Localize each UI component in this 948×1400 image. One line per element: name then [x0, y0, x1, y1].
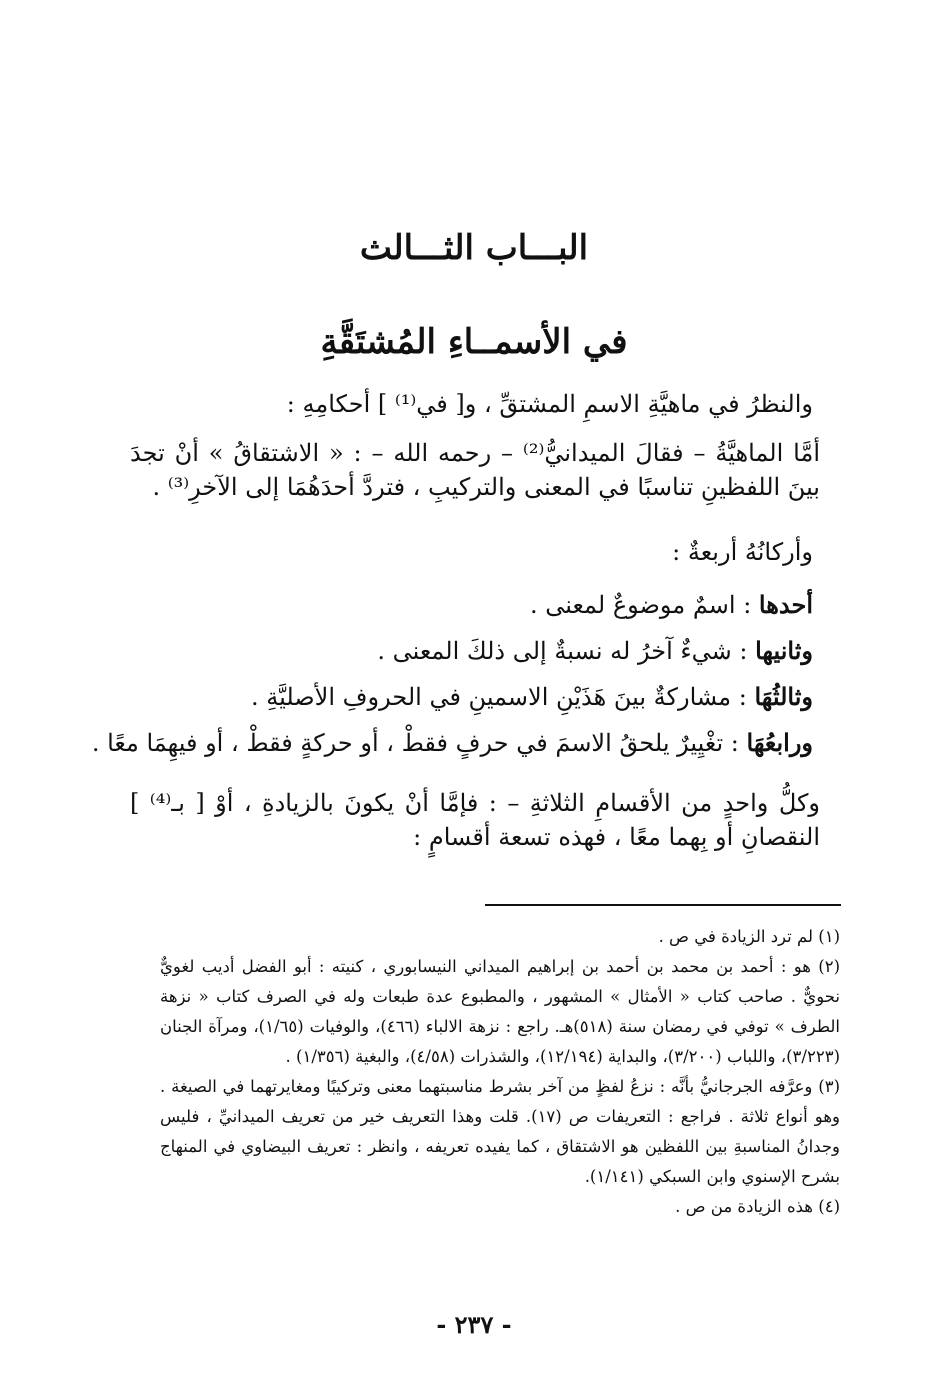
definition-paragraph: أمَّا الماهيَّةُ – فقالَ الميدانيُّ⁽²⁾ – رحمه الله – : « الاشتقاقُ » أنْ تجدَ بينَ اللفظينِ تناسبًا في المعنى والتركيبِ ، فتردَّ أحدَهُمَا إلى الآخرِ⁽³⁾ .: [130, 439, 820, 501]
pillar-label: أحدها: [758, 590, 813, 619]
pillar-text: : اسمٌ موضوعٌ لمعنى .: [529, 591, 759, 619]
pillar-text: : تغْيِيرٌ يلحقُ الاسمَ في حرفٍ فقطْ ، أو حركةٍ فقطْ ، أو فيهِمَا معًا .: [91, 729, 747, 757]
pillar-label: وثالثُهَا: [754, 682, 813, 711]
closing-paragraph: وكلُّ واحدٍ من الأقسامِ الثلاثةِ – : فإمَّا أنْ يكونَ بالزيادةِ ، أوْ [ بـ⁽⁴⁾ ] النقصانِ أو بِهما معًا ، فهذه تسعة أقسامٍ :: [130, 789, 821, 851]
chapter-title: البـــاب الثـــالث: [359, 228, 589, 268]
page-number: - ٢٣٧ -: [436, 1310, 512, 1339]
pillar-label: ورابعُهَا: [746, 728, 813, 757]
pillar-item: [133, 636, 813, 665]
pillars-intro: وأركانُهُ أربعةٌ :: [672, 538, 813, 566]
pillar-item: [133, 590, 813, 619]
footnote: (٢) هو : أحمد بن محمد بن أحمد بن إبراهيم الميداني النيسابوري ، كنيته : أبو الفضل أديب لغويٌّ نحويٌّ . صاحب كتاب « الأمثال » المشهور ، والمطبوع عدة طبعات وله في الصرف كتاب « نزهة الطرف » توفي في رمضان سنة (٥١٨)هـ. راجع : نزهة الالباء (٤٦٦)، والوفيات (١/٦٥)، ومرآة الجنان (٣/٢٢٣)، واللباب (٣/٢٠٠)، والبداية (١٢/١٩٤)، والشذرات (٤/٥٨)، والبغية (١/٣٥٦) .: [160, 957, 840, 1066]
pillar-label: وثانيها: [755, 636, 813, 665]
footnote: (٣) وعرَّفه الجرجانيُّ بأنَّه : نزعُ لفظٍ من آخر بشرط مناسبتهما معنى وتركيبًا ومغايرتهما في الصيغة . وهو أنواع ثلاثة . فراجع : التعريفات ص (١٧). قلت وهذا التعريف خير من تعريف الميدانيِّ ، فليس وجدانُ المناسبةِ بين اللفظين هو الاشتقاق ، كما يفيده تعريفه ، وانظر : تعريف البيضاوي في المنهاج بشرح الإسنوي وابن السبكي (١/١٤١).: [160, 1077, 840, 1186]
pillar-text: : شيءٌ آخرُ له نسبةٌ إلى ذلكَ المعنى .: [377, 637, 756, 665]
intro-paragraph: والنظرُ في ماهيَّةِ الاسمِ المشتقِّ ، و[ في⁽¹⁾ ] أحكامِهِ :: [286, 390, 813, 418]
footnote-separator: [485, 904, 841, 906]
pillar-text: : مشاركةٌ بينَ هَذَيْنِ الاسمينِ في الحروفِ الأصليَّةِ .: [250, 683, 755, 711]
footnote: (١) لم ترد الزيادة في ص .: [658, 927, 840, 946]
footnote: (٤) هذه الزيادة من ص .: [675, 1197, 840, 1216]
pillar-item: [133, 682, 813, 711]
footnotes: [160, 922, 840, 1222]
pillar-item: [91, 728, 813, 757]
section-title: في الأسمــاءِ المُشتَقَّةِ: [320, 322, 628, 362]
